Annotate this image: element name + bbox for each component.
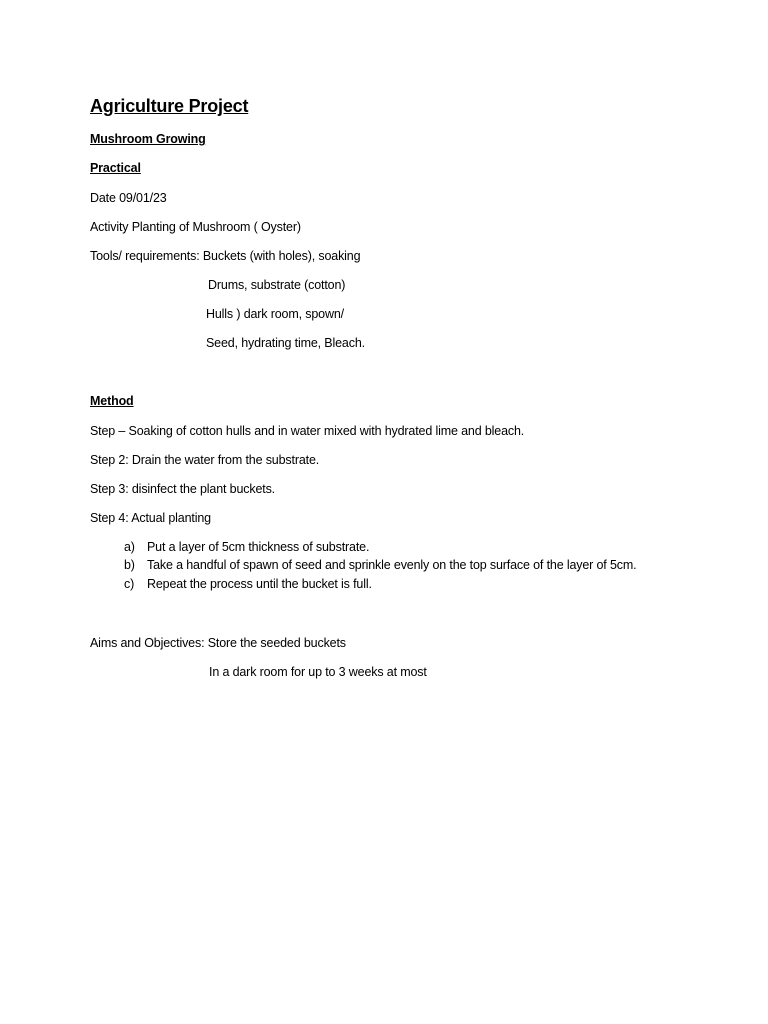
tools-line: Hulls ) dark room, spown/ bbox=[206, 307, 344, 321]
method-heading: Method bbox=[90, 394, 134, 408]
list-item-text: Take a handful of spawn of seed and sprinkle evenly on the top surface of the layer of 5cm. bbox=[147, 558, 637, 572]
subtitle-heading: Mushroom Growing bbox=[90, 132, 206, 146]
step-line: Step 2: Drain the water from the substrate. bbox=[90, 453, 320, 467]
step-line: Step 4: Actual planting bbox=[90, 511, 211, 525]
list-item bbox=[124, 576, 372, 592]
list-item-text: Repeat the process until the bucket is full. bbox=[147, 577, 372, 591]
list-marker: b) bbox=[124, 558, 135, 572]
list-marker: c) bbox=[124, 577, 135, 591]
list-item-text: Put a layer of 5cm thickness of substrate. bbox=[147, 540, 370, 554]
list-marker: a) bbox=[124, 540, 135, 554]
tools-line: Drums, substrate (cotton) bbox=[208, 278, 346, 292]
activity-line: Activity Planting of Mushroom ( Oyster) bbox=[90, 220, 301, 234]
list-item bbox=[124, 557, 636, 573]
aims-line: In a dark room for up to 3 weeks at most bbox=[209, 665, 427, 679]
practical-heading: Practical bbox=[90, 161, 141, 175]
page-title: Agriculture Project bbox=[90, 96, 249, 116]
aims-line: Aims and Objectives: Store the seeded buckets bbox=[90, 636, 346, 650]
step-line: Step – Soaking of cotton hulls and in water mixed with hydrated lime and bleach. bbox=[90, 424, 525, 438]
date-line: Date 09/01/23 bbox=[90, 191, 167, 205]
step-line: Step 3: disinfect the plant buckets. bbox=[90, 482, 275, 496]
tools-line: Seed, hydrating time, Bleach. bbox=[206, 336, 365, 350]
list-item bbox=[124, 539, 369, 555]
tools-line: Tools/ requirements: Buckets (with holes), soaking bbox=[90, 249, 361, 263]
